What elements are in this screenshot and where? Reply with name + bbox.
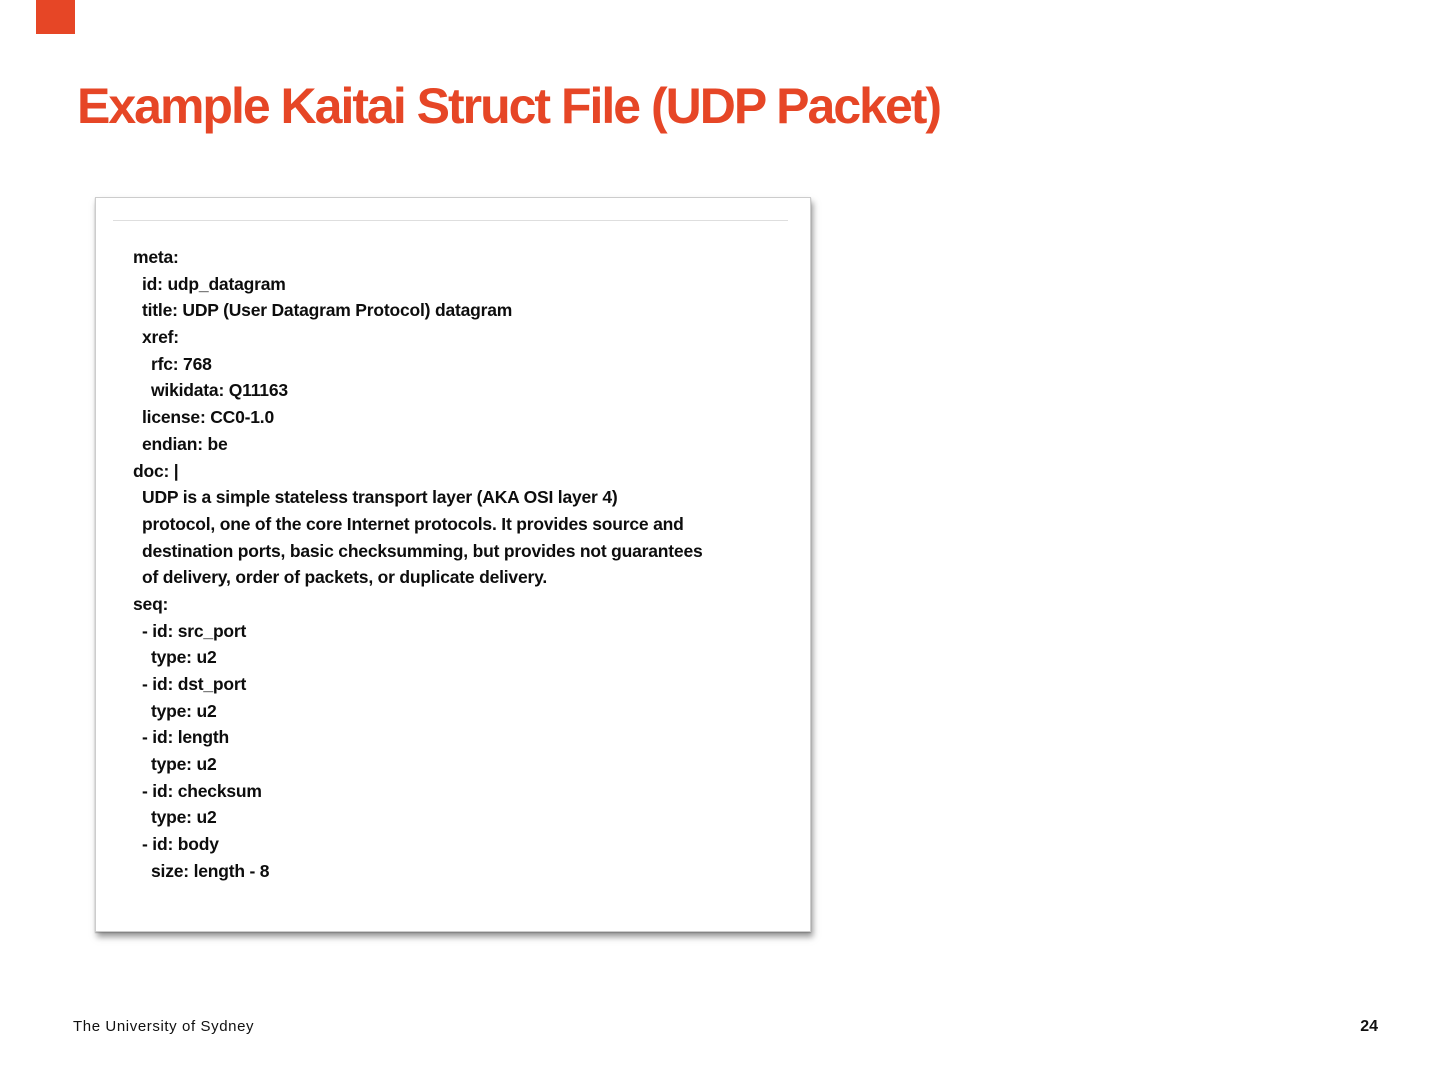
code-line: license: CC0-1.0 xyxy=(142,407,274,428)
footer-institution: The University of Sydney xyxy=(73,1018,255,1035)
slide-title: Example Kaitai Struct File (UDP Packet) xyxy=(77,78,941,134)
code-line: seq: xyxy=(133,593,169,614)
code-line: type: u2 xyxy=(151,754,217,775)
code-line: of delivery, order of packets, or duplicate delivery. xyxy=(142,567,547,588)
code-line: - id: checksum xyxy=(142,780,262,801)
code-line: doc: | xyxy=(133,460,179,481)
code-line: - id: body xyxy=(142,834,219,855)
code-line: - id: src_port xyxy=(142,620,247,641)
footer xyxy=(0,1018,1440,1048)
code-line: destination ports, basic checksumming, but provides not guarantees xyxy=(142,540,703,561)
code-line: type: u2 xyxy=(151,807,217,828)
kaitai-struct-code xyxy=(133,244,790,885)
code-line: id: udp_datagram xyxy=(142,273,286,294)
code-line: wikidata: Q11163 xyxy=(151,380,288,401)
code-line: size: length - 8 xyxy=(151,860,270,881)
brand-corner-mark xyxy=(36,0,75,34)
code-line: type: u2 xyxy=(151,700,217,721)
code-line: title: UDP (User Datagram Protocol) datagram xyxy=(142,300,513,321)
page-number: 24 xyxy=(1360,1018,1378,1035)
code-line: UDP is a simple stateless transport layer (AKA OSI layer 4) xyxy=(142,487,618,508)
code-line: - id: length xyxy=(142,727,230,748)
code-line: endian: be xyxy=(142,433,228,454)
code-line: - id: dst_port xyxy=(142,674,247,694)
code-line: xref: xyxy=(142,327,179,348)
code-line: protocol, one of the core Internet protocols. It provides source and xyxy=(142,513,684,534)
code-line: rfc: 768 xyxy=(151,353,212,374)
code-screenshot-card xyxy=(95,197,811,932)
card-top-rule xyxy=(113,220,788,221)
code-line: type: u2 xyxy=(151,647,217,668)
code-line: meta: xyxy=(133,247,179,267)
